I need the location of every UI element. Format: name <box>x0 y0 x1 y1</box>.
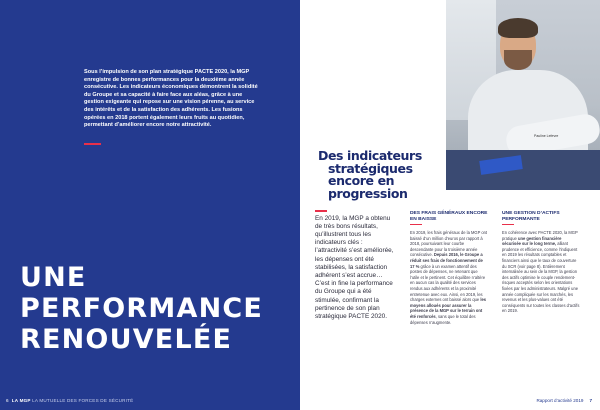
main-paragraph: En 2019, la MGP a obtenu de très bons résultats, qu’illustrent tous les indicateurs clés : l’attractivité s’est améliorée, les dépenses ont été stabilisées, la satisfaction adhérent s’est accrue… C’est in fine la performance du Groupe qui a été stimulée, confirmant la pertinence de son plan stratégique PACTE 2020. <box>315 214 394 320</box>
footer-report-label: Rapport d’activité 2019 <box>536 398 584 403</box>
col1-text-a: En 2019, les frais généraux de la MGP ont baissé d’un million d’euros par rapport à 2018, poursuivant leur courbe descendante pour la troisième année consécutive. <box>410 230 488 258</box>
col2-text-a: En cohérence avec PACTE 2020, la MGP pratique <box>502 230 578 241</box>
page-number-left: 6 <box>6 398 9 403</box>
section-title <box>318 150 438 200</box>
intro-paragraph: Sous l’impulsion de son plan stratégique PACTE 2020, la MGP enregistre de bonnes performances pour la deuxième année consécutive. Les indicateurs économiques démontrent la solidité du Groupe et sa capacité à faire face aux aléas, grâce à une gestion exigeante qui repose sur une vision pérenne, au service des intérêts et de la satisfaction des adhérents. Les fusions opérées en 2018 portent également leurs fruits au quotidien, permettant d’améliorer encore notre attractivité. <box>84 69 258 129</box>
col2-text-b: alliant prudence et efficience, comme l’indiquent en 2019 les résultats comptables et financiers ainsi que le taux de couverture du SCR (voir page 8). Entièrement internalisée au sein de la MGP, la gestion des actifs optimise le couple rendement-risques acceptés selon les orientations fixées par les administrateurs. Malgré une année compliquée sur les marchés, les revenus et les plus-values ont été conséquents sur toutes les classes d’actifs en 2019. <box>502 241 580 314</box>
photo-table <box>446 150 600 190</box>
title-line-3: RENOUVELÉE <box>20 324 233 355</box>
column-heading-actifs <box>502 211 580 225</box>
page-number-right: 7 <box>589 398 592 403</box>
right-page <box>300 0 600 410</box>
column-text-actifs <box>502 230 580 314</box>
column-heading-frais-text: DES FRAIS GÉNÉRAUX ENCORE EN BAISSE <box>410 211 488 222</box>
col1-bold-a: Depuis 2016, le Groupe a réduit ses frais de fonctionnement de 17 % <box>410 252 483 269</box>
column-heading-underline <box>410 224 422 225</box>
title-line-2: PERFORMANCE <box>20 293 264 324</box>
footer-tagline: LA MUTUELLE DES FORCES DE SÉCURITÉ <box>30 398 134 403</box>
section-title-line-1: Des indicateurs <box>318 148 422 163</box>
footer-brand: LA MGP <box>11 398 31 403</box>
column-heading-actifs-text: UNE GESTION D’ACTIFS PERFORMANTE <box>502 211 560 222</box>
column-heading-underline <box>502 224 514 225</box>
column-gestion-actifs <box>502 211 580 314</box>
column-frais-generaux <box>410 211 488 325</box>
main-column <box>315 210 395 321</box>
col1-text-c: , sans que le total des dépenses n’augmente. <box>410 313 476 325</box>
red-accent-dash <box>84 143 101 145</box>
title-line-1: UNE <box>20 262 87 293</box>
column-text-frais <box>410 230 488 325</box>
page-title <box>20 262 300 355</box>
photo-beard <box>504 50 532 70</box>
section-title-rest: stratégiques encore en progression <box>328 160 413 201</box>
column-heading-frais <box>410 211 488 225</box>
photo-hair <box>498 18 538 38</box>
footer-right <box>536 398 592 403</box>
employee-photo <box>446 0 600 190</box>
footer-left <box>6 398 133 403</box>
col2-bold-a: une gestion financière sécurisée sur le long terme, <box>502 235 562 247</box>
main-column-accent <box>315 210 327 212</box>
col1-bold-b: les moyens alloués pour assurer la présence de la MGP sur le terrain ont été renforcés <box>410 297 487 319</box>
col1-text-b: grâce à un examen attentif des postes de dépenses, ne retenant que l’utile et le pertinent. Cet équilibre n’altère en aucun cas la qualité des services rendus aux adhérents et la proximité entretenue avec eux. Ainsi, en 2019, les charges externes ont baissé alors que <box>410 263 486 303</box>
photo-name-tag: Pauline Lefevre <box>534 134 559 138</box>
